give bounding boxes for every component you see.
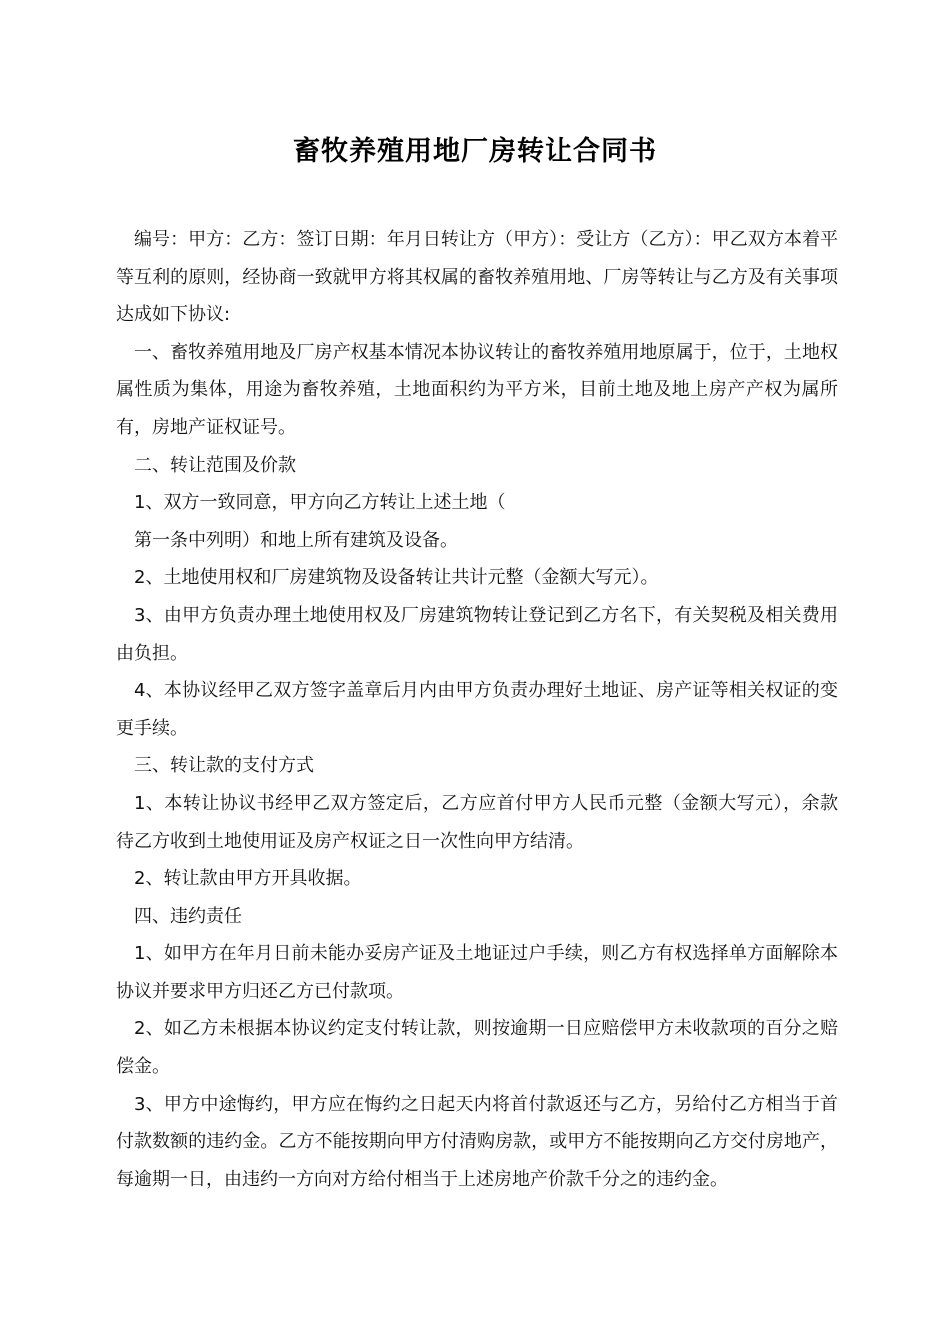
heading-section-4: 四、违约责任 — [134, 905, 242, 927]
paragraph-4-3: 3、甲方中途悔约，甲方应在悔约之日起天内将首付款返还与乙方，另给付乙方相当于首付款数额的违约金。乙方不能按期向甲方付清购房款，或甲方不能按期向乙方交付房地产，每逾期一日，由违约一方向对方给付相当于上述房地产价款千分之的违约金。 — [116, 1093, 838, 1190]
paragraph-2-1b: 第一条中列明）和地上所有建筑及设备。 — [134, 529, 458, 551]
document-title: 畜牧养殖用地厂房转让合同书 — [293, 136, 657, 167]
paragraph-3-2: 2、转让款由甲方开具收据。 — [134, 868, 362, 890]
paragraph-2-2: 2、土地使用权和厂房建筑物及设备转让共计元整（金额大写元）。 — [134, 567, 659, 589]
paragraph-2-4: 4、本协议经甲乙双方签字盖章后月内由甲方负责办理好土地证、房产证等相关权证的变更手续。 — [116, 680, 838, 739]
paragraph-section-1: 一、畜牧养殖用地及厂房产权基本情况本协议转让的畜牧养殖用地原属于，位于，土地权属性质为集体，用途为畜牧养殖，土地面积约为平方米，目前土地及地上房产产权为属所有，房地产证权证号。 — [116, 341, 838, 438]
paragraph-3-1: 1、本转让协议书经甲乙双方签定后，乙方应首付甲方人民币元整（金额大写元），余款待乙方收到土地使用证及房产权证之日一次性向甲方结清。 — [116, 792, 838, 852]
paragraph-4-2: 2、如乙方未根据本协议约定支付转让款，则按逾期一日应赔偿甲方未收款项的百分之赔偿金。 — [116, 1018, 838, 1078]
heading-section-3: 三、转让款的支付方式 — [134, 755, 314, 777]
heading-section-2: 二、转让范围及价款 — [134, 454, 296, 476]
paragraph-2-1a: 1、双方一致同意，甲方向乙方转让上述土地（ — [134, 492, 506, 514]
document-body — [116, 221, 838, 1198]
paragraph-4-1: 1、如甲方在年月日前未能办妥房产证及土地证过户手续，则乙方有权选择单方面解除本协议并要求甲方归还乙方已付款项。 — [116, 943, 838, 1002]
paragraph-preamble: 编号：甲方：乙方：签订日期：年月日转让方（甲方）：受让方（乙方）：甲乙双方本着平等互利的原则，经协商一致就甲方将其权属的畜牧养殖用地、厂房等转让与乙方及有关事项达成如下协议: — [116, 229, 838, 326]
paragraph-2-3: 3、由甲方负责办理土地使用权及厂房建筑物转让登记到乙方名下，有关契税及相关费用由负担。 — [116, 604, 838, 664]
